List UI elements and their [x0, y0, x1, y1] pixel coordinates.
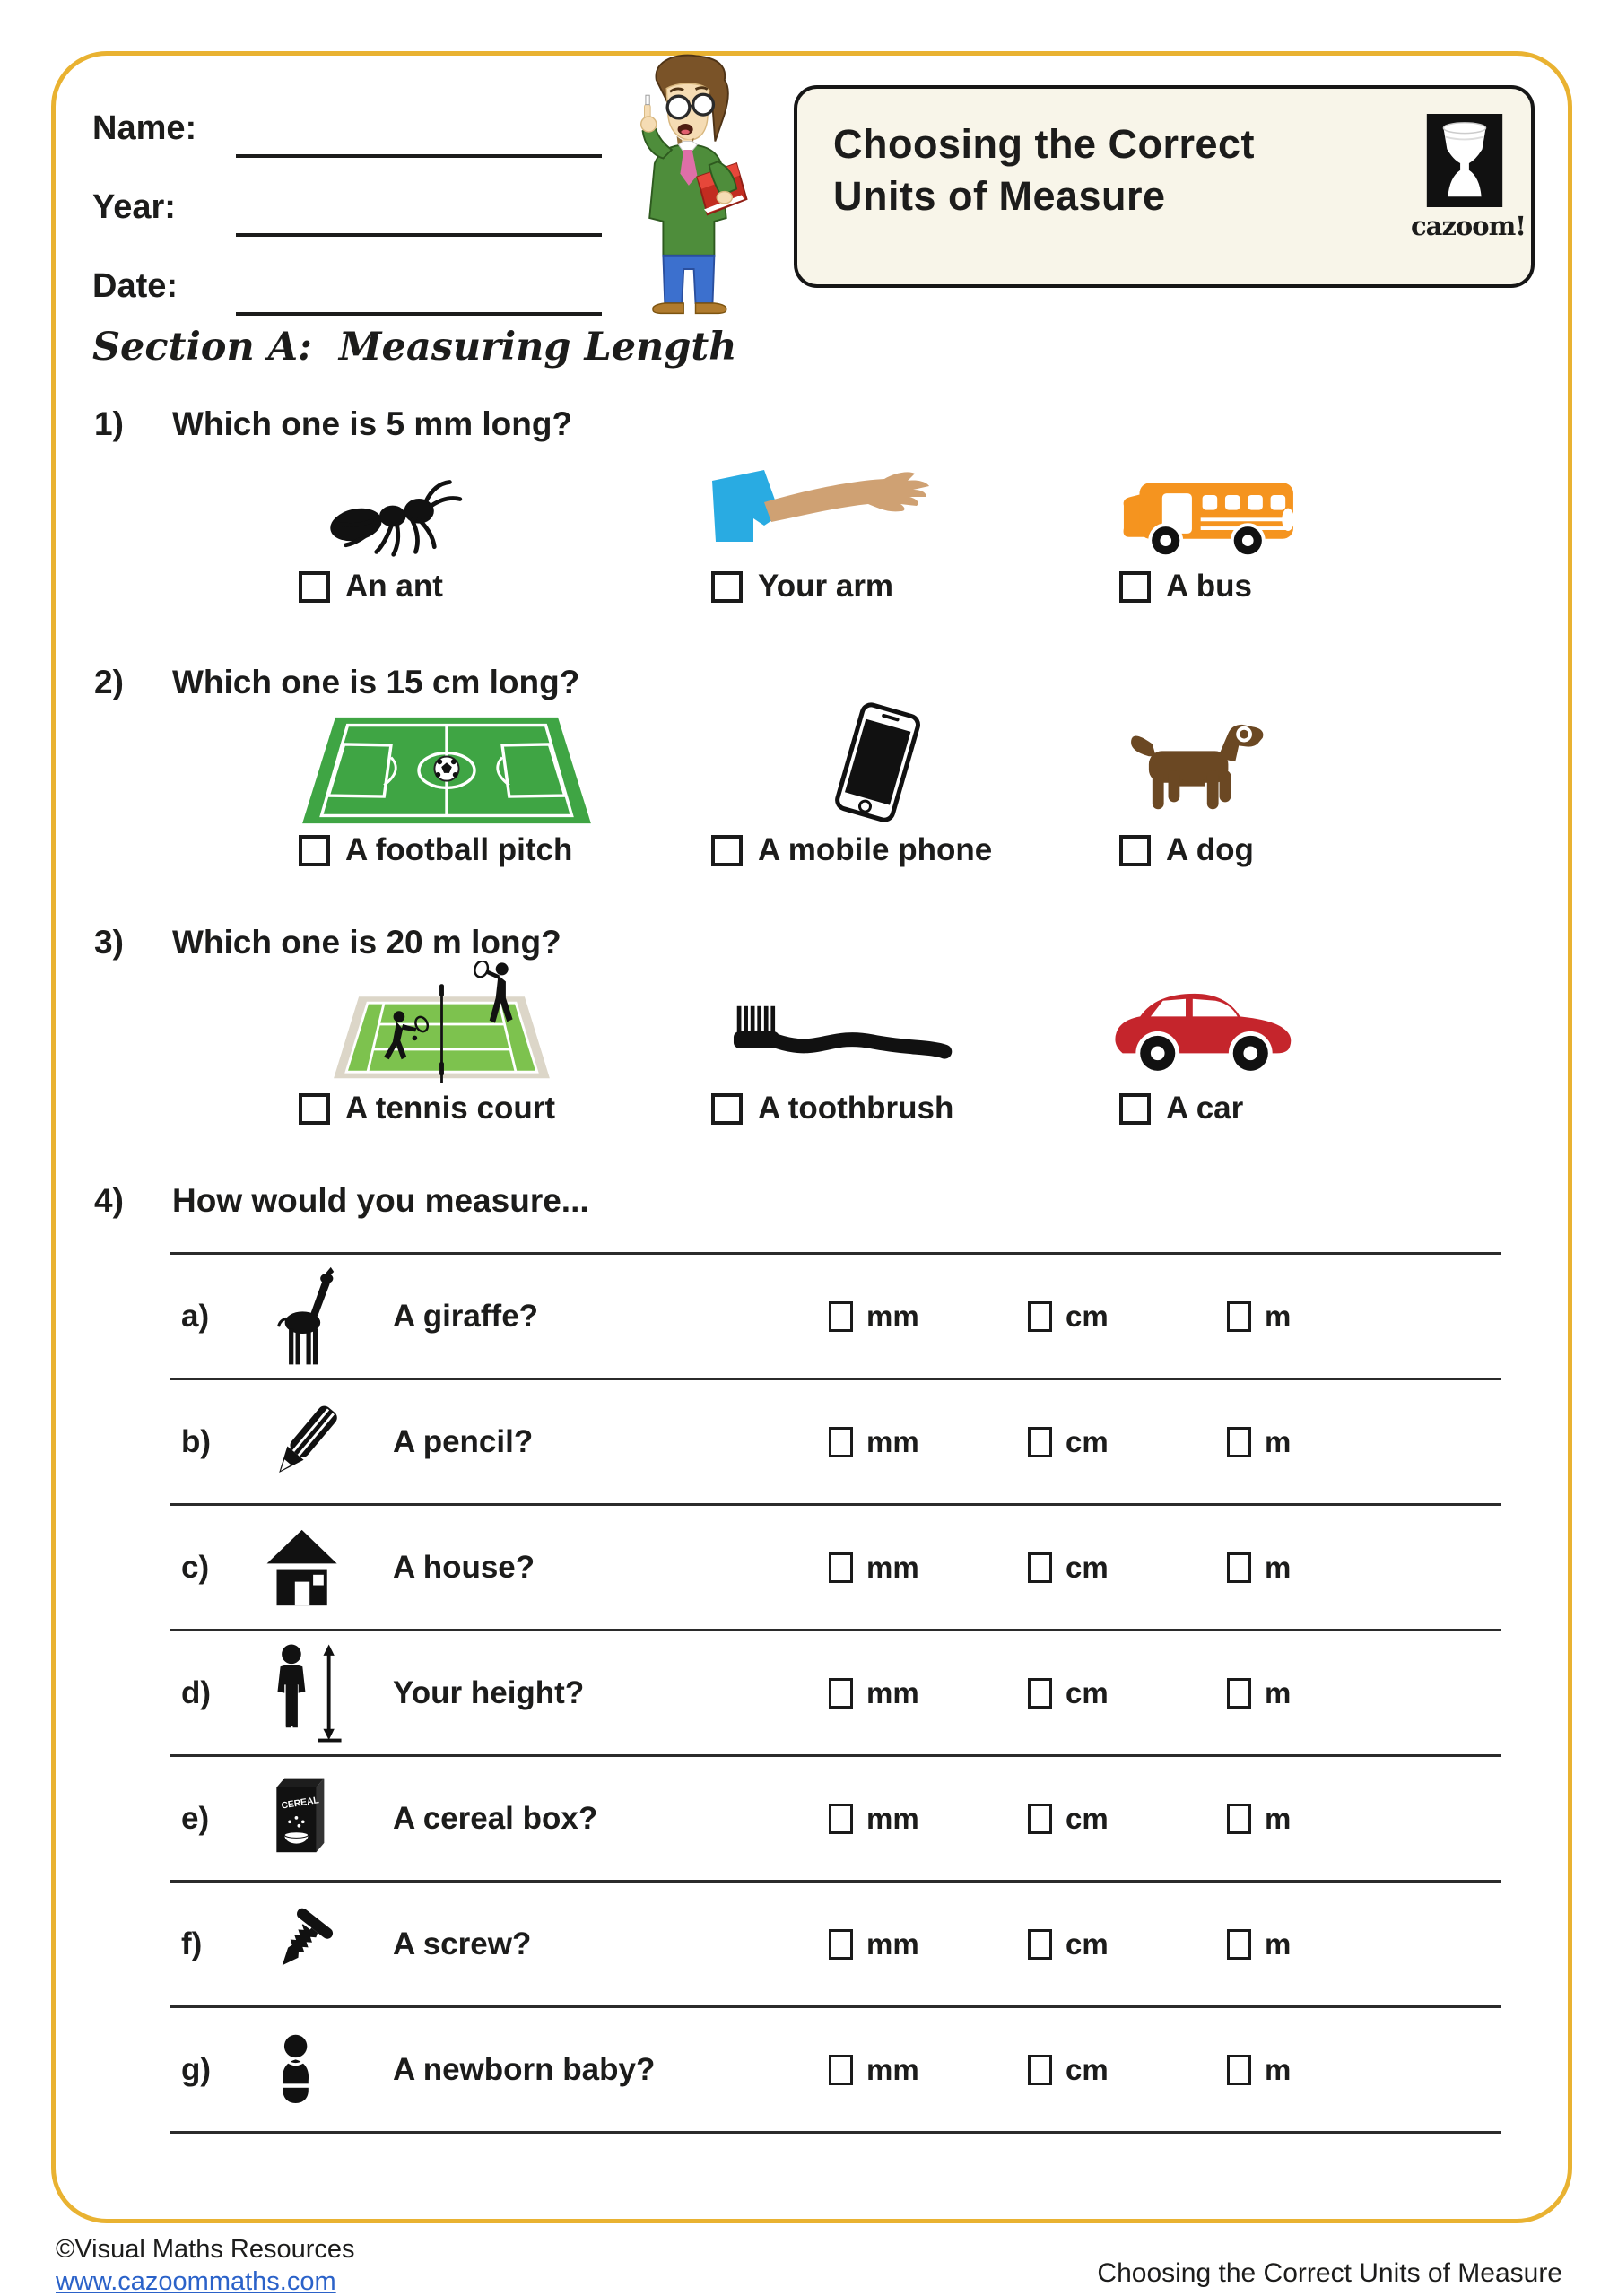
dog-icon — [1126, 716, 1267, 822]
unit-label: cm — [1066, 1926, 1109, 1961]
unit-label: m — [1265, 1926, 1292, 1961]
q1-option-arm — [711, 569, 893, 604]
bus-icon — [1115, 462, 1299, 563]
mobile-phone-icon — [823, 701, 931, 827]
row-letter: a) — [181, 1298, 210, 1334]
footer-website-link[interactable]: www.cazoommaths.com — [56, 2267, 336, 2296]
checkbox-a-car[interactable] — [1119, 1093, 1151, 1125]
name-label: Name: — [92, 109, 197, 147]
footer-copyright: ©Visual Maths Resources — [56, 2235, 355, 2264]
unit-label: cm — [1066, 1675, 1109, 1709]
checkbox-b-mm[interactable] — [829, 1427, 853, 1457]
cereal-box-icon — [240, 1774, 393, 1864]
q3-text: Which one is 20 m long? — [172, 924, 561, 961]
checkbox-e-m[interactable] — [1227, 1804, 1251, 1834]
row-item: A cereal box? — [393, 1800, 598, 1836]
q2-option-pitch — [299, 832, 572, 868]
section-heading: Section A: Measuring Length — [92, 325, 737, 370]
toothbrush-icon — [722, 1003, 960, 1074]
row-item: Your height? — [393, 1674, 585, 1710]
option-label: Your arm — [758, 569, 894, 604]
unit-label: cm — [1066, 1550, 1109, 1584]
row-letter: f) — [181, 1926, 203, 1961]
unit-label: m — [1265, 2052, 1292, 2086]
option-label: A football pitch — [345, 832, 573, 867]
worksheet-title-line2: Units of Measure — [833, 173, 1166, 219]
row-letter: b) — [181, 1423, 212, 1459]
option-label: A car — [1166, 1091, 1244, 1126]
worksheet-title-box — [794, 85, 1535, 288]
unit-label: m — [1265, 1550, 1292, 1584]
unit-label: mm — [866, 1550, 919, 1584]
q2-text: Which one is 15 cm long? — [172, 664, 580, 700]
q1-number: 1) — [94, 405, 124, 442]
checkbox-g-cm[interactable] — [1028, 2055, 1052, 2085]
checkbox-d-m[interactable] — [1227, 1678, 1251, 1709]
unit-label: mm — [866, 1675, 919, 1709]
date-label: Date: — [92, 267, 178, 305]
pencil-icon — [240, 1395, 393, 1489]
unit-label: cm — [1066, 1299, 1109, 1333]
table-row-baby — [170, 2008, 1501, 2134]
unit-label: cm — [1066, 1424, 1109, 1458]
checkbox-a-m[interactable] — [1227, 1301, 1251, 1332]
q4-number: 4) — [94, 1182, 124, 1219]
q4-text: How would you measure... — [172, 1182, 589, 1219]
table-row-pencil — [170, 1380, 1501, 1506]
table-row-cereal — [170, 1757, 1501, 1883]
checkbox-an-ant[interactable] — [299, 571, 330, 603]
screw-icon — [240, 1905, 393, 1984]
unit-label: cm — [1066, 1801, 1109, 1835]
q1-option-bus — [1119, 569, 1252, 604]
option-label: An ant — [345, 569, 443, 604]
q2-number: 2) — [94, 664, 124, 700]
row-letter: c) — [181, 1549, 210, 1585]
row-item: A pencil? — [393, 1423, 534, 1459]
unit-label: m — [1265, 1675, 1292, 1709]
option-label: A dog — [1166, 832, 1254, 867]
unit-label: m — [1265, 1801, 1292, 1835]
checkbox-a-mm[interactable] — [829, 1301, 853, 1332]
ant-icon — [309, 474, 484, 559]
checkbox-f-m[interactable] — [1227, 1929, 1251, 1960]
option-label: A tennis court — [345, 1091, 555, 1126]
checkbox-a-cm[interactable] — [1028, 1301, 1052, 1332]
unit-label: mm — [866, 1424, 919, 1458]
year-label: Year: — [92, 188, 176, 226]
baby-icon — [240, 2031, 393, 2109]
tennis-court-icon — [278, 961, 612, 1087]
cazoom-drum-icon — [1426, 114, 1503, 207]
q3-option-tennis — [299, 1091, 555, 1126]
q1-option-ant — [299, 569, 443, 604]
football-pitch-icon — [299, 714, 595, 827]
option-label: A mobile phone — [758, 832, 993, 867]
unit-label: cm — [1066, 2052, 1109, 2086]
unit-label: mm — [866, 1299, 919, 1333]
arm-icon — [709, 466, 933, 558]
row-letter: e) — [181, 1800, 210, 1836]
row-letter: g) — [181, 2051, 212, 2087]
row-item: A newborn baby? — [393, 2051, 656, 2087]
unit-label: m — [1265, 1299, 1292, 1333]
q2-option-dog — [1119, 832, 1254, 868]
checkbox-f-cm[interactable] — [1028, 1929, 1052, 1960]
name-line[interactable] — [236, 154, 602, 158]
house-icon — [240, 1526, 393, 1609]
checkbox-football-pitch[interactable] — [299, 835, 330, 866]
checkbox-a-bus[interactable] — [1119, 571, 1151, 603]
table-row-giraffe — [170, 1255, 1501, 1380]
cereal-box-label: CEREAL — [280, 1795, 320, 1812]
checkbox-your-arm[interactable] — [711, 571, 743, 603]
q3-option-toothbrush — [711, 1091, 953, 1126]
checkbox-toothbrush[interactable] — [711, 1093, 743, 1125]
unit-label: mm — [866, 1926, 919, 1961]
footer-worksheet-title: Choosing the Correct Units of Measure — [1097, 2258, 1562, 2288]
row-item: A giraffe? — [393, 1298, 539, 1334]
q2-option-phone — [711, 832, 992, 868]
checkbox-tennis-court[interactable] — [299, 1093, 330, 1125]
checkbox-b-m[interactable] — [1227, 1427, 1251, 1457]
unit-label: mm — [866, 1801, 919, 1835]
cazoom-logo — [1411, 114, 1527, 241]
row-item: A house? — [393, 1549, 535, 1585]
checkbox-e-mm[interactable] — [829, 1804, 853, 1834]
checkbox-g-m[interactable] — [1227, 2055, 1251, 2085]
teacher-cartoon-icon — [619, 50, 755, 317]
option-label: A bus — [1166, 569, 1252, 604]
q4-table — [170, 1252, 1501, 2134]
checkbox-d-cm[interactable] — [1028, 1678, 1052, 1709]
car-icon — [1110, 976, 1299, 1082]
unit-label: mm — [866, 2052, 919, 2086]
checkbox-mobile-phone[interactable] — [711, 835, 743, 866]
giraffe-icon — [240, 1266, 393, 1367]
checkbox-d-mm[interactable] — [829, 1678, 853, 1709]
checkbox-g-mm[interactable] — [829, 2055, 853, 2085]
checkbox-a-dog[interactable] — [1119, 835, 1151, 866]
checkbox-c-cm[interactable] — [1028, 1552, 1052, 1583]
q3-option-car — [1119, 1091, 1243, 1126]
cazoom-logo-text: cazoom! — [1411, 211, 1527, 241]
checkbox-c-mm[interactable] — [829, 1552, 853, 1583]
option-label: A toothbrush — [758, 1091, 954, 1126]
checkbox-b-cm[interactable] — [1028, 1427, 1052, 1457]
height-icon — [240, 1643, 393, 1744]
unit-label: m — [1265, 1424, 1292, 1458]
q1-text: Which one is 5 mm long? — [172, 405, 573, 442]
table-row-screw — [170, 1883, 1501, 2008]
checkbox-f-mm[interactable] — [829, 1929, 853, 1960]
table-row-height — [170, 1631, 1501, 1757]
checkbox-e-cm[interactable] — [1028, 1804, 1052, 1834]
worksheet-title-line1: Choosing the Correct — [833, 121, 1256, 167]
year-line[interactable] — [236, 233, 602, 237]
row-letter: d) — [181, 1674, 212, 1710]
q3-number: 3) — [94, 924, 124, 961]
table-row-house — [170, 1506, 1501, 1631]
row-item: A screw? — [393, 1926, 532, 1961]
checkbox-c-m[interactable] — [1227, 1552, 1251, 1583]
date-line[interactable] — [236, 312, 602, 316]
